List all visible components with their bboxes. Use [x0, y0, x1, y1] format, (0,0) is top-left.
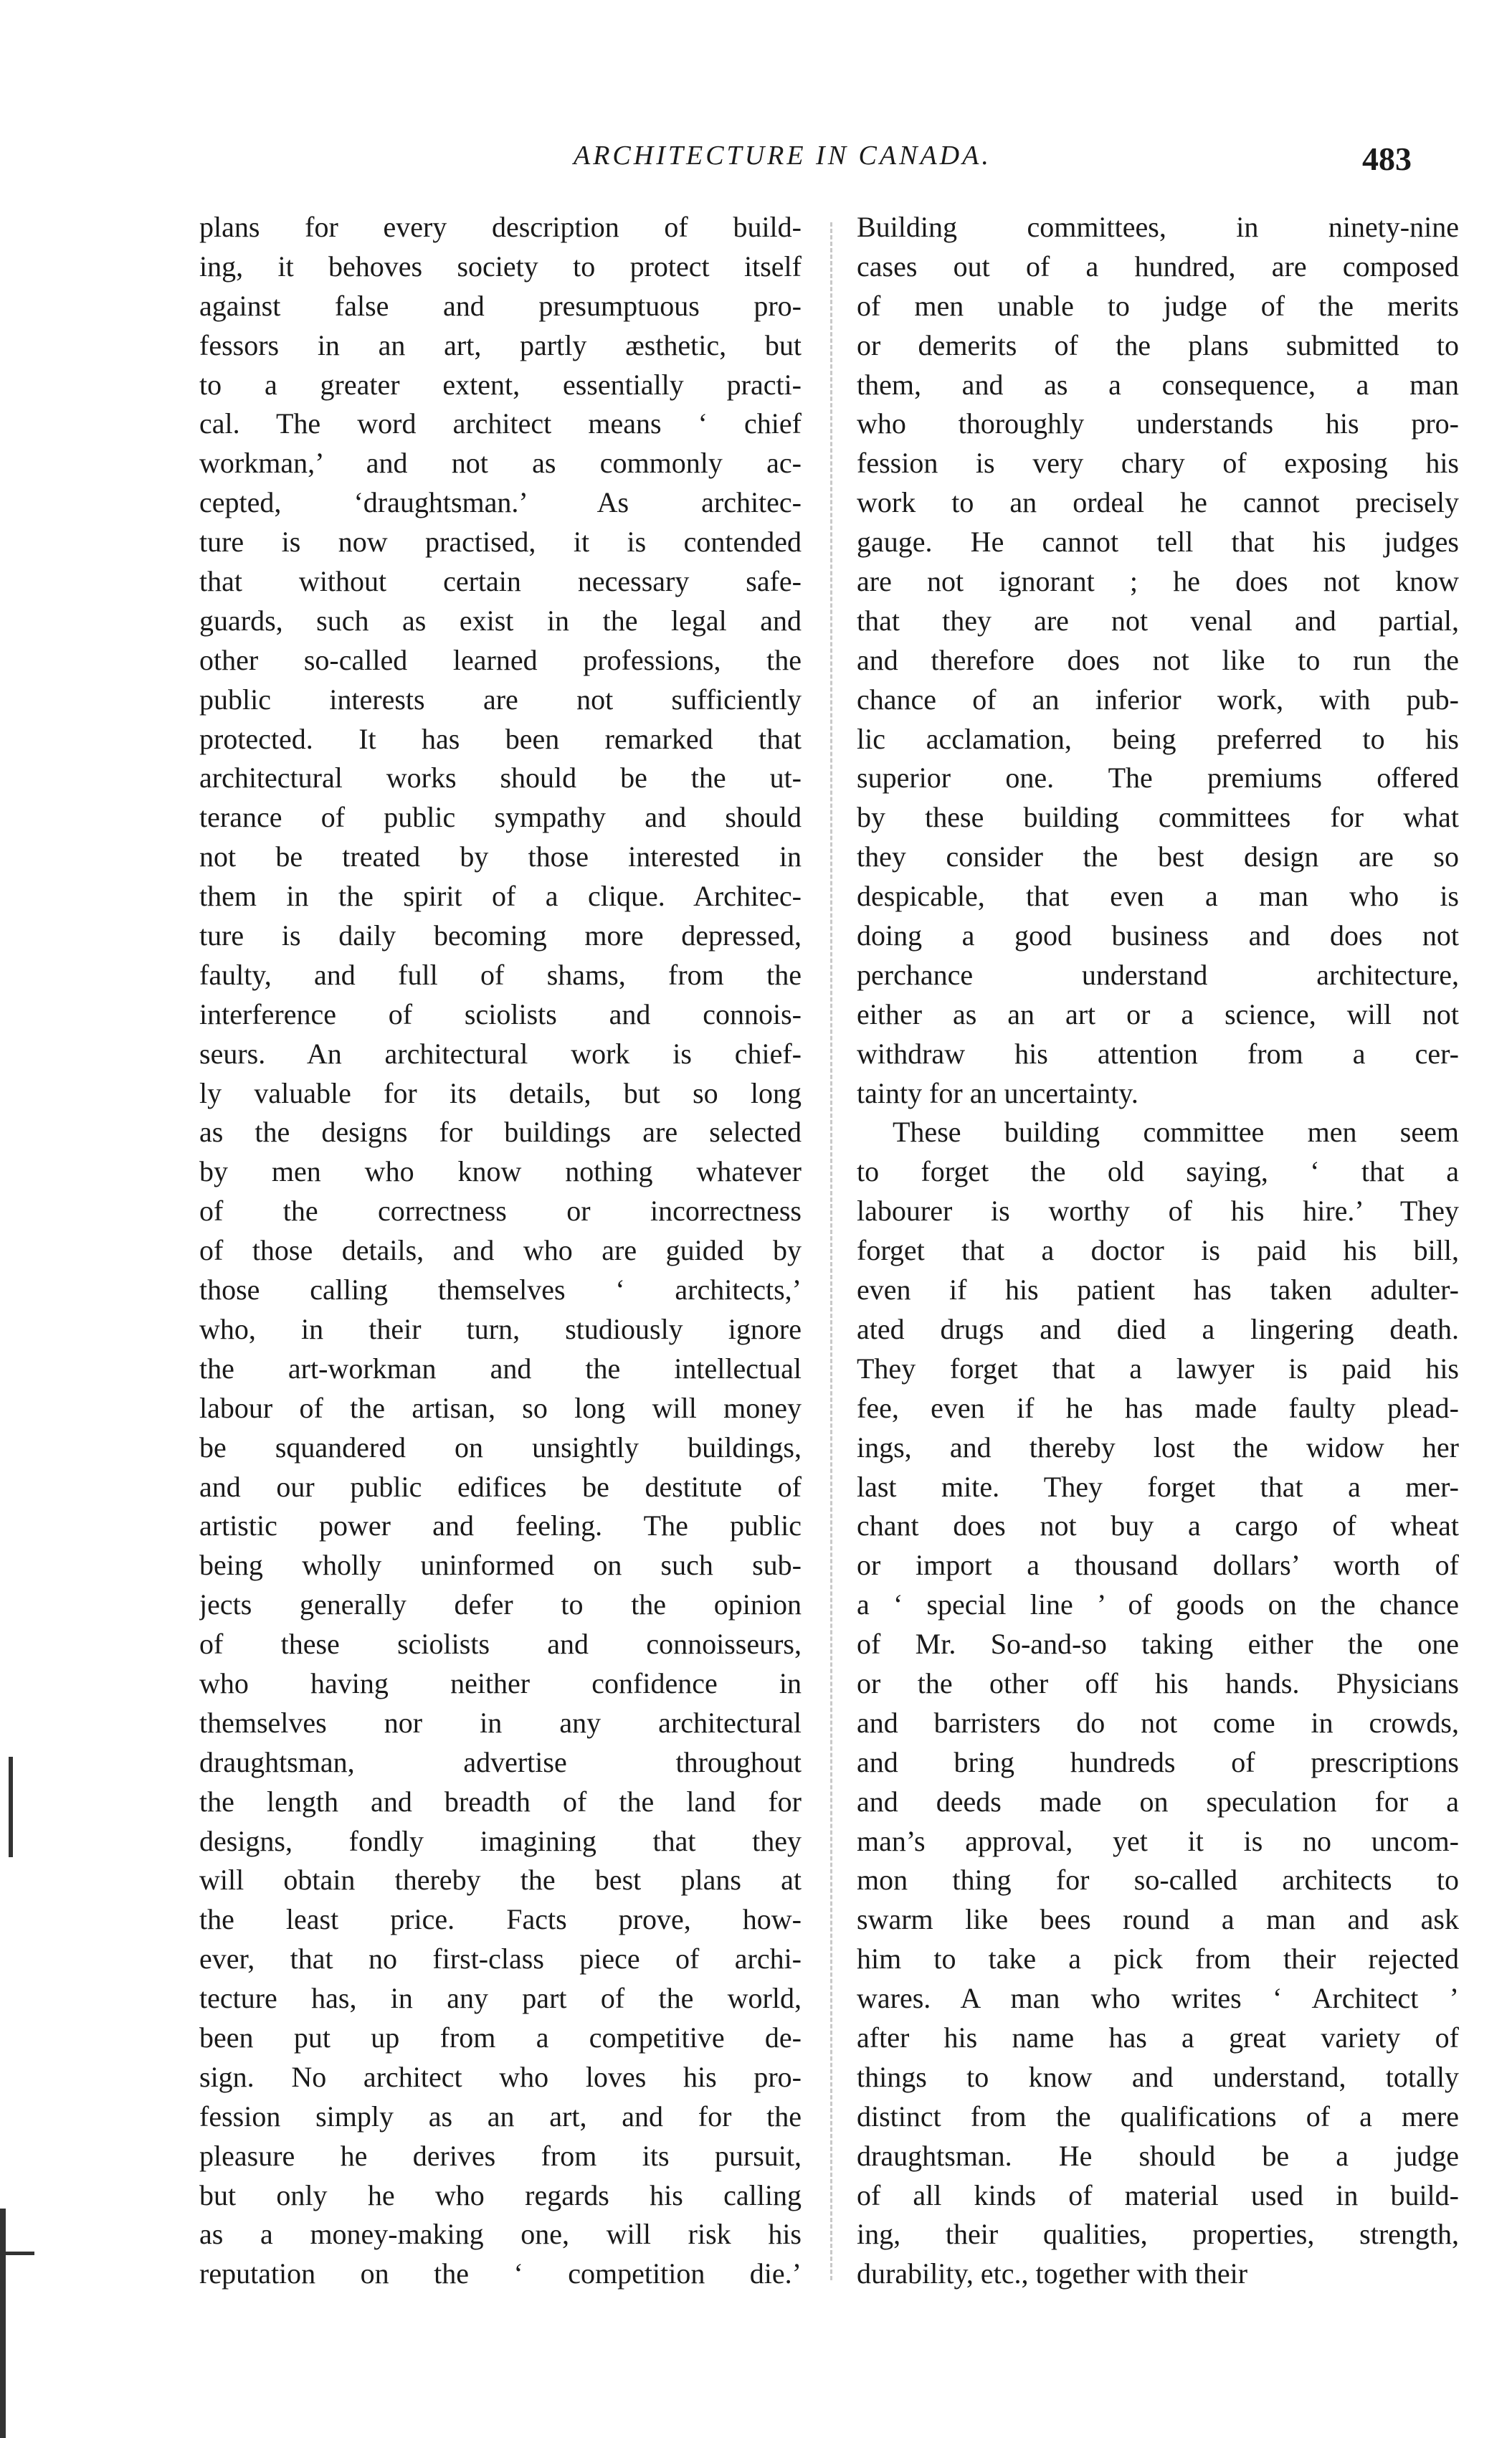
text-line: and deeds made on speculation for a	[857, 1785, 1459, 1818]
text-line: designs, fondly imagining that they	[199, 1824, 802, 1857]
text-line: sign. No architect who loves his pro-	[199, 2060, 802, 2093]
text-line: or the other off his hands. Physicians	[857, 1666, 1459, 1699]
text-line: things to know and understand, totally	[857, 2060, 1459, 2093]
column-divider	[830, 222, 835, 2280]
text-line: protected. It has been remarked that	[199, 722, 802, 755]
text-line: fession simply as an art, and for the	[199, 2100, 802, 2133]
text-line: ture is now practised, it is contended	[199, 526, 802, 559]
text-line: artistic power and feeling. The public	[199, 1509, 802, 1542]
right-text-column	[857, 208, 1459, 2294]
text-line: either as an art or a science, will not	[857, 997, 1459, 1030]
text-line: cal. The word architect means ‘ chief	[199, 407, 802, 440]
text-line: ated drugs and died a lingering death.	[857, 1312, 1459, 1345]
text-line: been put up from a competitive de-	[199, 2021, 802, 2054]
text-line: architectural works should be the ut-	[199, 762, 802, 795]
running-title: ARCHITECTURE IN CANADA.	[574, 141, 992, 171]
text-line: of all kinds of material used in build-	[857, 2178, 1459, 2211]
text-line: guards, such as exist in the legal and	[199, 604, 802, 637]
text-line: of those details, and who are guided by	[199, 1234, 802, 1267]
text-line: him to take a pick from their rejected	[857, 1943, 1459, 1975]
text-line: draughtsman, advertise throughout	[199, 1745, 802, 1778]
text-line: of these sciolists and connoisseurs,	[199, 1628, 802, 1661]
text-line: ing, it behoves society to protect itself	[199, 250, 802, 283]
text-line: labour of the artisan, so long will money	[199, 1391, 802, 1424]
text-line: they consider the best design are so	[857, 840, 1459, 873]
text-line: tainty for an uncertainty.	[857, 1076, 1138, 1109]
text-line: ture is daily becoming more depressed,	[199, 919, 802, 952]
text-line: against false and presumptuous pro-	[199, 289, 802, 322]
text-line: pleasure he derives from its pursuit,	[199, 2139, 802, 2172]
text-line: those calling themselves ‘ architects,’	[199, 1273, 802, 1306]
left-text-column	[199, 208, 802, 2294]
text-line: and barristers do not come in crowds,	[857, 1706, 1459, 1739]
text-line: labourer is worthy of his hire.’ They	[857, 1195, 1459, 1228]
text-line: or demerits of the plans submitted to	[857, 328, 1459, 361]
text-line: that without certain necessary safe-	[199, 565, 802, 598]
text-line: terance of public sympathy and should	[199, 801, 802, 834]
text-line: chant does not buy a cargo of wheat	[857, 1509, 1459, 1542]
text-line: Building committees, in ninety-nine	[857, 211, 1459, 243]
text-line: themselves nor in any architectural	[199, 1706, 802, 1739]
text-line: even if his patient has taken adulter-	[857, 1273, 1459, 1306]
text-line: jects generally defer to the opinion	[199, 1588, 802, 1621]
text-line: ly valuable for its details, but so long	[199, 1076, 802, 1109]
text-line: gauge. He cannot tell that his judges	[857, 526, 1459, 559]
page-number: 483	[1362, 141, 1412, 177]
text-line: and therefore does not like to run the	[857, 643, 1459, 676]
text-line: perchance understand architecture,	[857, 958, 1459, 991]
text-line: draughtsman. He should be a judge	[857, 2139, 1459, 2172]
text-line: workman,’ and not as commonly ac-	[199, 447, 802, 480]
text-line: last mite. They forget that a mer-	[857, 1470, 1459, 1503]
text-line: wares. A man who writes ‘ Architect ’	[857, 1982, 1459, 2015]
text-line: by these building committees for what	[857, 801, 1459, 834]
text-line: other so-called learned professions, the	[199, 643, 802, 676]
text-line: cepted, ‘draughtsman.’ As architec-	[199, 486, 802, 519]
text-line: man’s approval, yet it is no uncom-	[857, 1824, 1459, 1857]
page-header	[0, 140, 1512, 183]
text-line: of the correctness or incorrectness	[199, 1195, 802, 1228]
text-line: plans for every description of build-	[199, 211, 802, 243]
text-line: lic acclamation, being preferred to his	[857, 722, 1459, 755]
text-line: be squandered on unsightly buildings,	[199, 1431, 802, 1464]
text-line: by men who know nothing whatever	[199, 1155, 802, 1188]
text-line: not be treated by those interested in	[199, 840, 802, 873]
text-line: who thoroughly understands his pro-	[857, 407, 1459, 440]
text-line: will obtain thereby the best plans at	[199, 1864, 802, 1897]
text-line: who having neither confidence in	[199, 1666, 802, 1699]
text-line: the least price. Facts prove, how-	[199, 1903, 802, 1936]
text-line: fessors in an art, partly æsthetic, but	[199, 328, 802, 361]
margin-mark	[9, 1757, 13, 1857]
text-line: after his name has a great variety of	[857, 2021, 1459, 2054]
text-line: but only he who regards his calling	[199, 2178, 802, 2211]
text-line: tecture has, in any part of the world,	[199, 1982, 802, 2015]
text-line: swarm like bees round a man and ask	[857, 1903, 1459, 1936]
text-line: withdraw his attention from a cer-	[857, 1037, 1459, 1070]
text-line: despicable, that even a man who is	[857, 880, 1459, 913]
text-line: interference of sciolists and connois-	[199, 997, 802, 1030]
text-line: fession is very chary of exposing his	[857, 447, 1459, 480]
text-line: ing, their qualities, properties, strength,	[857, 2218, 1459, 2251]
text-line: mon thing for so-called architects to	[857, 1864, 1459, 1897]
text-line: superior one. The premiums offered	[857, 762, 1459, 795]
margin-mark	[6, 2252, 34, 2255]
text-line: durability, etc., together with their	[857, 2257, 1248, 2290]
text-line: reputation on the ‘ competition die.’	[199, 2257, 802, 2290]
text-line: or import a thousand dollars’ worth of	[857, 1549, 1459, 1582]
text-line: to a greater extent, essentially practi-	[199, 368, 802, 401]
text-line: seurs. An architectural work is chief-	[199, 1037, 802, 1070]
text-line: ings, and thereby lost the widow her	[857, 1431, 1459, 1464]
text-line: of men unable to judge of the merits	[857, 289, 1459, 322]
text-line: as a money-making one, will risk his	[199, 2218, 802, 2251]
text-line: them, and as a consequence, a man	[857, 368, 1459, 401]
text-line: doing a good business and does not	[857, 919, 1459, 952]
text-line: them in the spirit of a clique. Architec-	[199, 880, 802, 913]
text-line: to forget the old saying, ‘ that a	[857, 1155, 1459, 1188]
text-line: faulty, and full of shams, from the	[199, 958, 802, 991]
text-line: that they are not venal and partial,	[857, 604, 1459, 637]
text-line: the art-workman and the intellectual	[199, 1352, 802, 1385]
text-line: These building committee men seem	[893, 1116, 1459, 1149]
text-line: chance of an inferior work, with pub-	[857, 683, 1459, 716]
text-line: distinct from the qualifications of a mere	[857, 2100, 1459, 2133]
text-line: ever, that no first-class piece of archi-	[199, 1943, 802, 1975]
text-line: as the designs for buildings are selected	[199, 1116, 802, 1149]
text-line: being wholly uninformed on such sub-	[199, 1549, 802, 1582]
text-line: They forget that a lawyer is paid his	[857, 1352, 1459, 1385]
margin-mark	[0, 2209, 6, 2438]
text-line: the length and breadth of the land for	[199, 1785, 802, 1818]
text-line: who, in their turn, studiously ignore	[199, 1312, 802, 1345]
text-line: and bring hundreds of prescriptions	[857, 1745, 1459, 1778]
text-line: a ‘ special line ’ of goods on the chance	[857, 1588, 1459, 1621]
text-line: work to an ordeal he cannot precisely	[857, 486, 1459, 519]
text-line: of Mr. So-and-so taking either the one	[857, 1628, 1459, 1661]
text-line: and our public edifices be destitute of	[199, 1470, 802, 1503]
text-line: cases out of a hundred, are composed	[857, 250, 1459, 283]
text-line: are not ignorant ; he does not know	[857, 565, 1459, 598]
text-line: forget that a doctor is paid his bill,	[857, 1234, 1459, 1267]
text-line: public interests are not sufficiently	[199, 683, 802, 716]
text-line: fee, even if he has made faulty plead-	[857, 1391, 1459, 1424]
